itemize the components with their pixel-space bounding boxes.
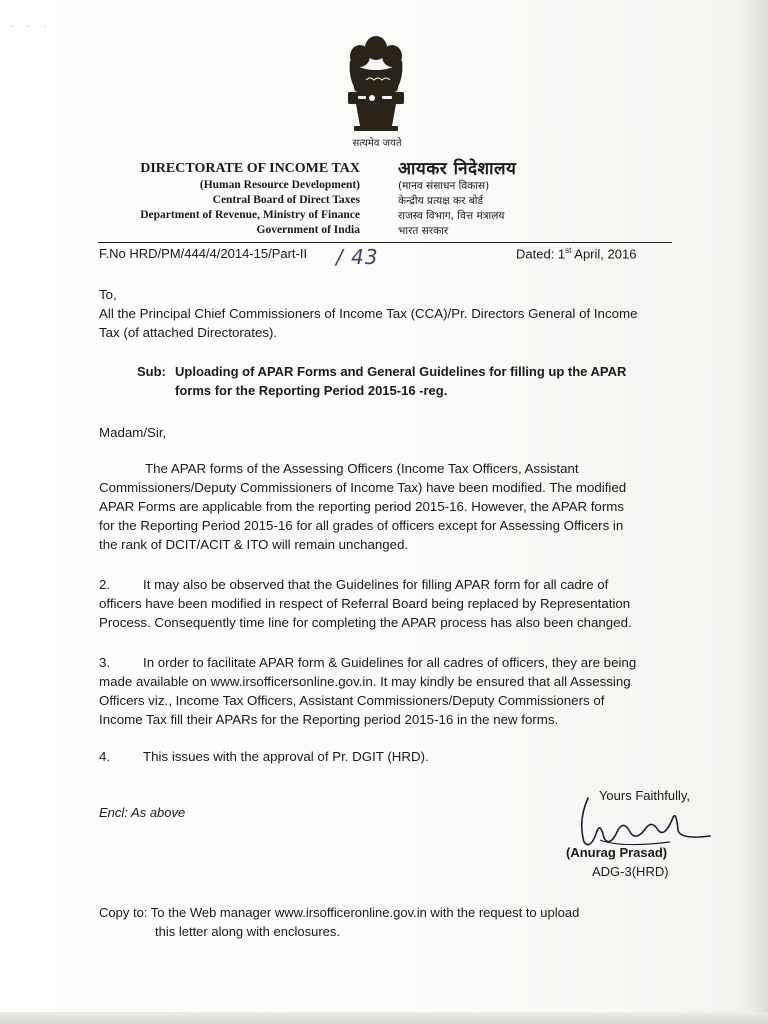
- p2-line3: Process. Consequently time line for completing the APAR process has also been changed.: [99, 615, 632, 630]
- header-title-en: DIRECTORATE OF INCOME TAX: [140, 161, 360, 176]
- header-title-hi: आयकर निदेशालय: [398, 159, 517, 179]
- p3-line1-text: In order to facilitate APAR form & Guidelines for all cadres of officers, they are being: [143, 655, 637, 670]
- p2-number: 2.: [99, 577, 111, 592]
- date-prefix: Dated: 1: [516, 246, 566, 262]
- enclosure-note: Encl: As above: [99, 805, 186, 820]
- p2-line1: [99, 575, 671, 594]
- signatory-name: (Anurag Prasad): [566, 845, 668, 860]
- p3-line2: made available on www.irsofficersonline.gov.in. It may kindly be ensured that all Assessing: [99, 674, 631, 689]
- p1-line4: for the Reporting Period 2015-16 for all grades of officers except for Assessing Officers in: [99, 518, 624, 533]
- subject-label: Sub:: [137, 364, 166, 379]
- p4-number: 4.: [99, 749, 111, 764]
- date-superscript: st: [565, 246, 572, 255]
- addressee-line2: Tax (of attached Directorates).: [99, 325, 278, 340]
- yours-faithfully: Yours Faithfully,: [598, 788, 690, 803]
- p1-line1: The APAR forms of the Assessing Officers (Income Tax Officers, Assistant: [145, 461, 579, 476]
- subject: [137, 362, 677, 400]
- national-emblem-icon: [336, 30, 416, 138]
- copy-to-line1: Copy to: To the Web manager www.irsofficeronline.gov.in with the request to upload: [99, 905, 580, 920]
- header-hindi: [398, 160, 658, 239]
- p3-number: 3.: [99, 655, 111, 670]
- subject-line2: forms for the Reporting Period 2015-16 -reg.: [175, 383, 448, 398]
- scan-specks: · · ·: [10, 22, 53, 31]
- p4-line1: [99, 747, 671, 766]
- copy-to: [99, 903, 659, 941]
- p4-line1-text: This issues with the approval of Pr. DGIT (HRD).: [143, 749, 429, 764]
- file-number: F.No HRD/PM/444/4/2014-15/Part-II: [99, 246, 308, 261]
- header-line4-en: Government of India: [256, 224, 360, 236]
- scan-edge-right: [738, 0, 768, 1024]
- p3-line4: Income Tax fill their APARs for the Reporting period 2015-16 in the new forms.: [99, 712, 559, 727]
- p2-line2: officers have been modified in respect of Referral Board being replaced by Representation: [99, 596, 631, 611]
- date-rest: April, 2016: [571, 246, 637, 262]
- header-divider: [98, 242, 672, 243]
- copy-to-line2: this letter along with enclosures.: [155, 924, 340, 939]
- header-line2-en: Central Board of Direct Taxes: [212, 194, 360, 206]
- salutation: Madam/Sir,: [99, 425, 167, 440]
- handwritten-number: / 43: [336, 245, 379, 269]
- addressee-line1: All the Principal Chief Commissioners of Income Tax (CCA)/Pr. Directors General of Income: [99, 306, 638, 321]
- header-line1-en: (Human Resource Development): [199, 179, 360, 191]
- p3-line1: [99, 653, 671, 672]
- subject-line1: Uploading of APAR Forms and General Guidelines for filling up the APAR: [175, 364, 627, 379]
- p1-line5: the rank of DCIT/ACIT & ITO will remain unchanged.: [99, 537, 409, 552]
- header-line4-hi: भारत सरकार: [398, 225, 449, 237]
- to-label: To,: [99, 287, 117, 302]
- p1-line3: APAR Forms are applicable from the reporting period 2015-16. However, the APAR forms: [99, 499, 624, 514]
- scan-edge-bottom: [0, 1012, 768, 1024]
- p1-line2: Commissioners/Deputy Commissioners of Income Tax) have been modified. The modified: [99, 480, 627, 495]
- header-line3-en: Department of Revenue, Ministry of Finance: [140, 209, 360, 221]
- signatory-designation: ADG-3(HRD): [592, 864, 669, 879]
- header-english: [96, 160, 360, 238]
- emblem-motto: सत्यमेव जयते: [352, 138, 402, 149]
- p2-line1-text: It may also be observed that the Guidelines for filling APAR form for all cadre of: [143, 577, 609, 592]
- header-line3-hi: राजस्व विभाग, वित्त मंत्रालय: [398, 210, 505, 222]
- header-line2-hi: केन्द्रीय प्रत्यक्ष कर बोर्ड: [398, 195, 484, 207]
- letter-date: [516, 246, 636, 261]
- header-line1-hi: (मानव संसाधन विकास): [398, 180, 490, 192]
- p3-line3: Officers viz., Income Tax Officers, Assistant Commissioners/Deputy Commissioners of: [99, 693, 605, 708]
